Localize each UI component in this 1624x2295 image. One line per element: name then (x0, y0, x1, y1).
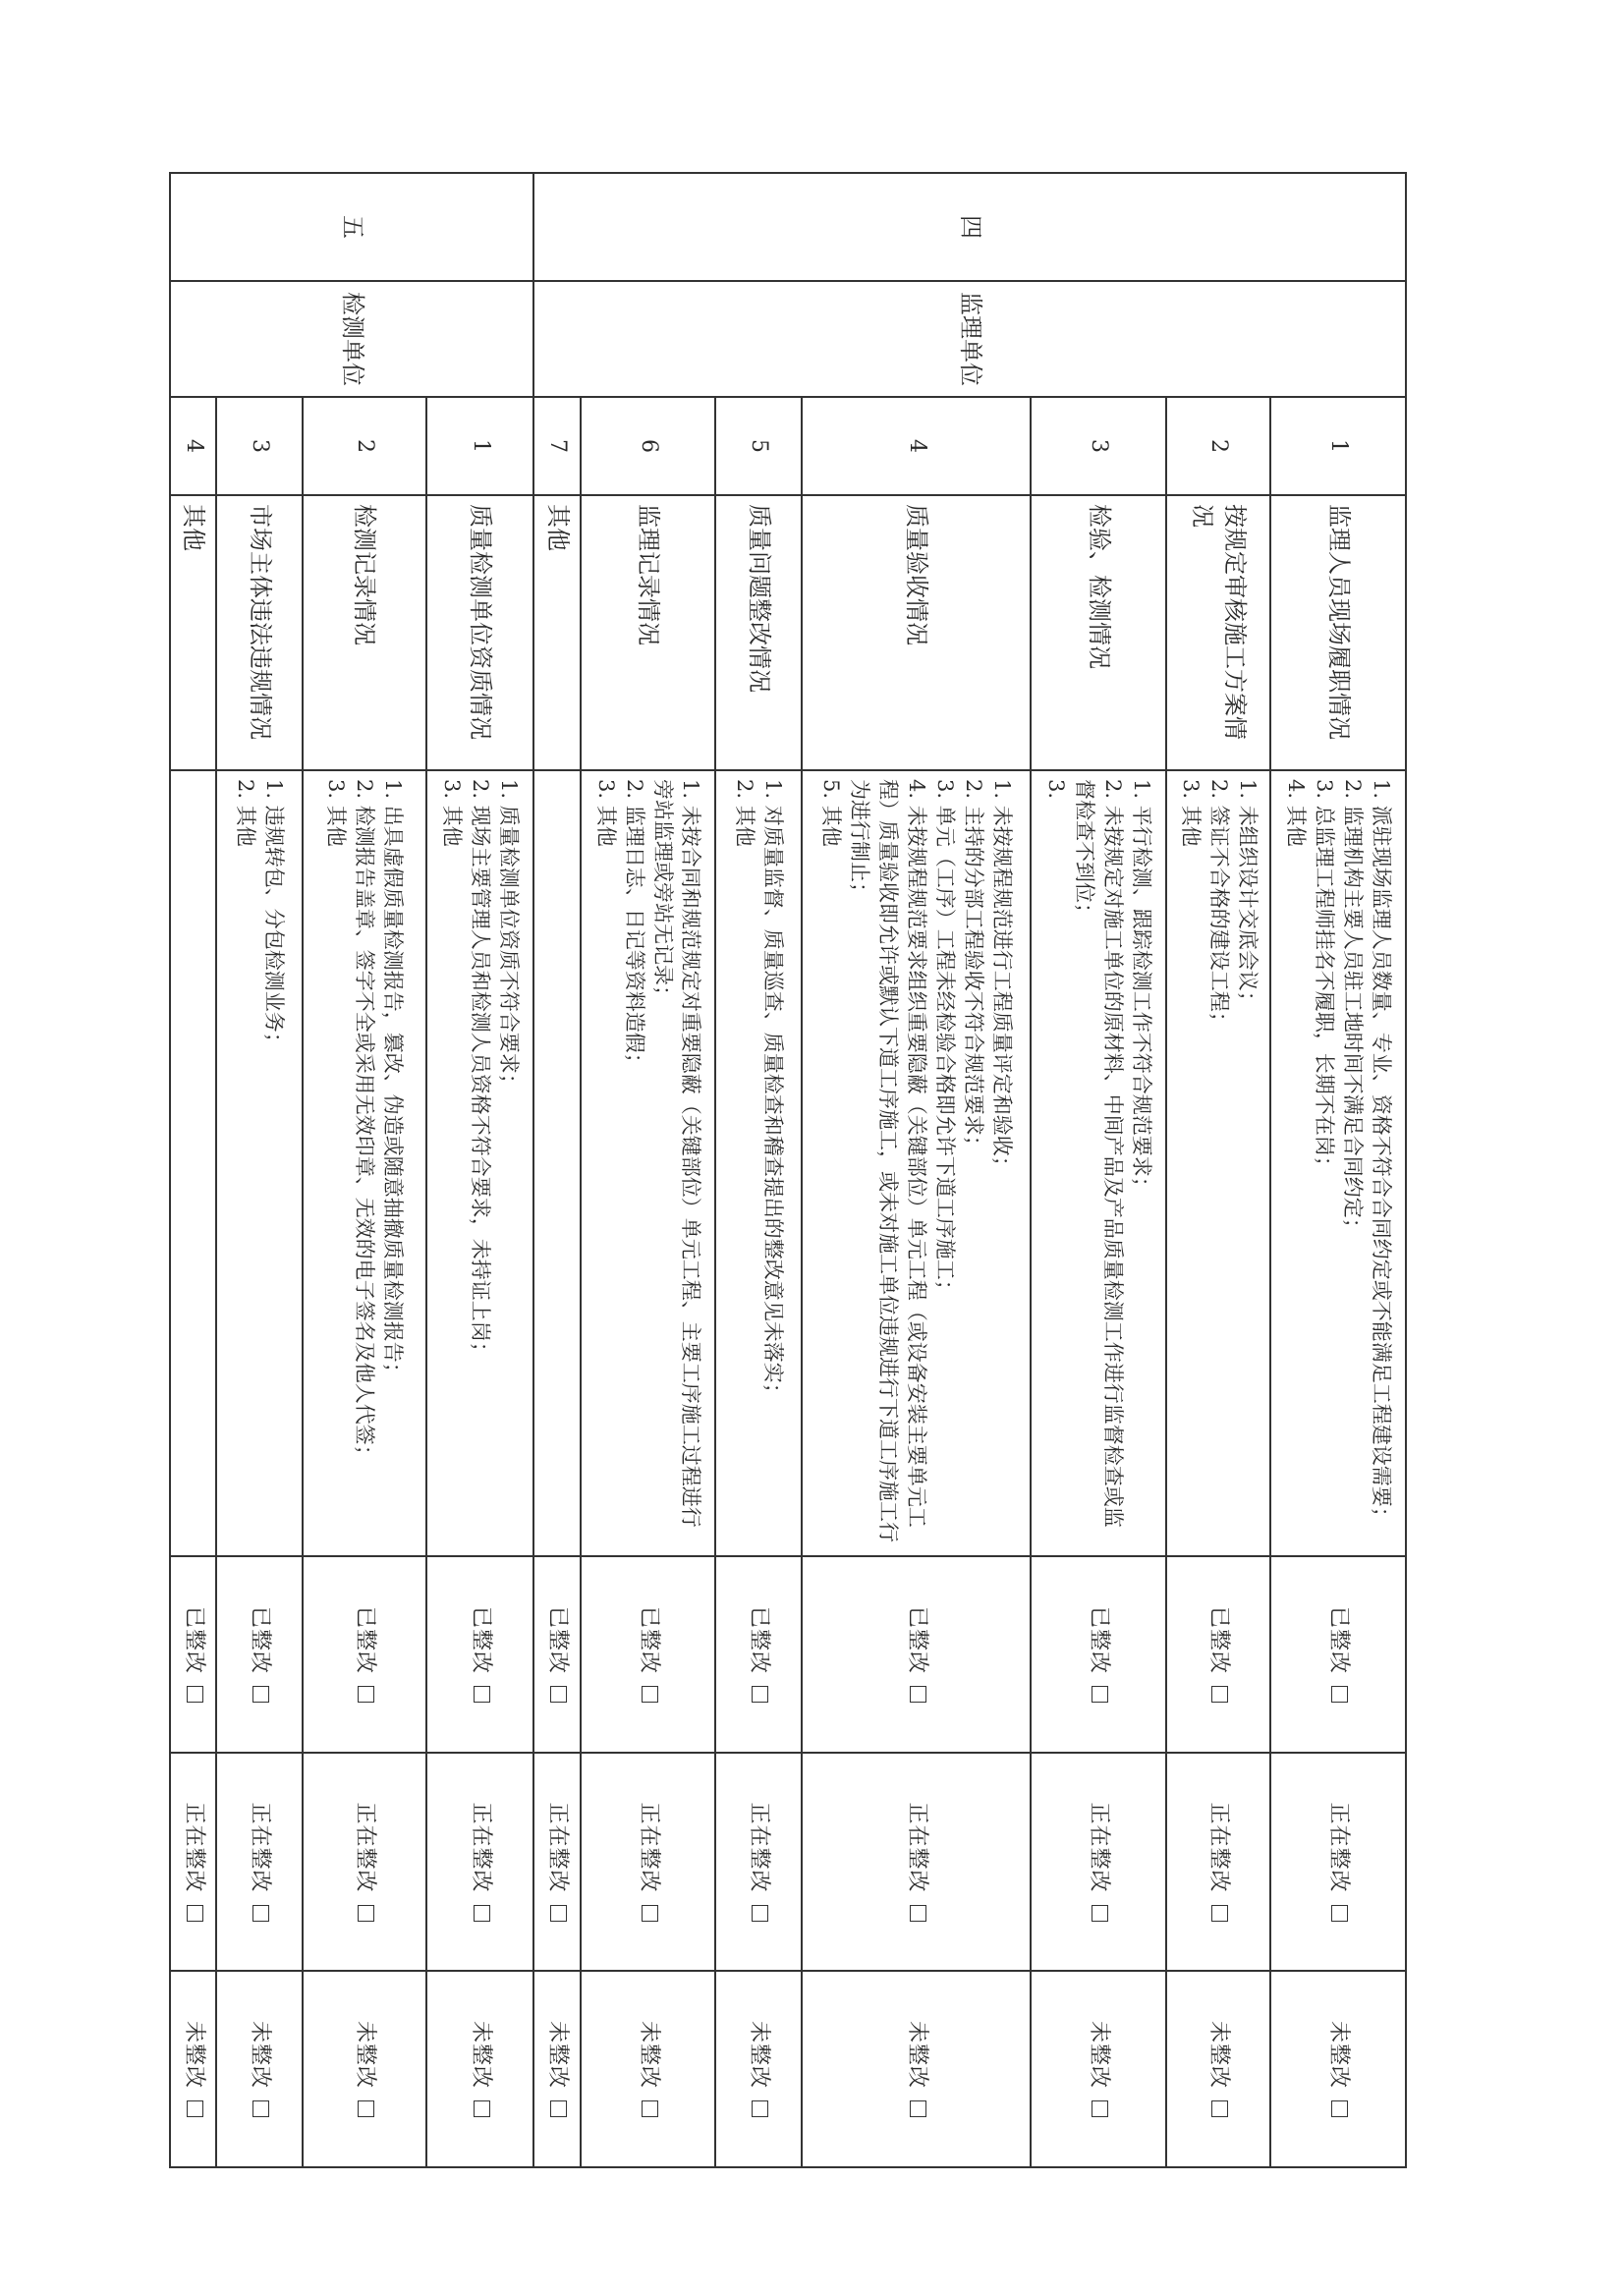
status-rectified[interactable] (1031, 1556, 1166, 1753)
row-details (715, 770, 802, 1556)
status-not-rectified[interactable] (533, 1971, 580, 2167)
row-details (170, 770, 216, 1556)
detail-line: 2. 现场主要管理人员和检测人员资格不符合要求，未持证上岗； (469, 779, 493, 1363)
status-label: 正在整改 (1087, 1802, 1112, 1893)
status-rectified[interactable] (581, 1556, 716, 1753)
row-details (533, 770, 580, 1556)
row-number: 2 (303, 397, 426, 495)
row-details (303, 770, 426, 1556)
row-details (1166, 770, 1270, 1556)
row-item: 质量验收情况 (802, 495, 1031, 770)
detail-line: 1. 对质量监督、质量巡查、质量检查和稽查提出的整改意见未落实； (761, 779, 786, 1404)
status-label: 已整改 (248, 1605, 273, 1674)
status-in-progress[interactable] (303, 1753, 426, 1971)
checkbox-icon[interactable] (910, 1905, 926, 1922)
rotated-table-page (169, 172, 1407, 2166)
detail-line: 3. 总监理工程师挂名不履职，长期不在岗； (1313, 779, 1337, 1177)
checkbox-icon[interactable] (187, 1905, 203, 1922)
checkbox-icon[interactable] (252, 1905, 269, 1922)
checkbox-icon[interactable] (550, 1686, 567, 1703)
checkbox-icon[interactable] (252, 2100, 269, 2117)
status-label: 未整改 (636, 2020, 661, 2089)
checkbox-icon[interactable] (1211, 1905, 1228, 1922)
detail-line: 3. (1044, 779, 1069, 800)
status-label: 已整改 (636, 1605, 661, 1674)
checkbox-icon[interactable] (910, 1686, 926, 1703)
row-item: 检测记录情况 (303, 495, 426, 770)
checkbox-icon[interactable] (187, 2100, 203, 2117)
section-index: 五 (170, 173, 533, 281)
row-item: 质量问题整改情况 (715, 495, 802, 770)
row-item: 监理人员现场履职情况 (1270, 495, 1406, 770)
status-label: 未整改 (181, 2020, 206, 2089)
status-rectified[interactable] (170, 1556, 216, 1753)
status-label: 正在整改 (1206, 1802, 1232, 1893)
detail-line: 1. 平行检测、跟踪检测工作不符合规范要求； (1130, 779, 1154, 1198)
status-in-progress[interactable] (1031, 1753, 1166, 1971)
status-in-progress[interactable] (426, 1753, 534, 1971)
row-number: 4 (802, 397, 1031, 495)
table-row (170, 173, 216, 2167)
row-item: 其他 (170, 495, 216, 770)
status-not-rectified[interactable] (303, 1971, 426, 2167)
status-not-rectified[interactable] (802, 1971, 1031, 2167)
status-rectified[interactable] (1270, 1556, 1406, 1753)
status-label: 已整改 (1087, 1605, 1112, 1674)
detail-line: 1. 未按规程规范进行工程质量评定和验收； (990, 779, 1015, 1177)
table-row (533, 173, 580, 2167)
status-label: 未整改 (468, 2020, 493, 2089)
row-details (802, 770, 1031, 1556)
detail-line: 2. 其他 (733, 779, 757, 847)
detail-line: 3. 其他 (324, 779, 349, 847)
section-index: 四 (533, 173, 1406, 281)
status-label: 已整改 (353, 1605, 378, 1674)
status-label: 正在整改 (1326, 1802, 1352, 1893)
row-number: 2 (1166, 397, 1270, 495)
status-not-rectified[interactable] (1270, 1971, 1406, 2167)
checkbox-icon[interactable] (358, 2100, 374, 2117)
detail-line: 1. 质量检测单位资质不符合要求； (497, 779, 522, 1094)
checkbox-icon[interactable] (474, 1686, 490, 1703)
status-rectified[interactable] (1166, 1556, 1270, 1753)
status-rectified[interactable] (426, 1556, 534, 1753)
status-label: 未整改 (1326, 2020, 1352, 2089)
status-label: 正在整改 (468, 1802, 493, 1893)
row-item: 检验、检测情况 (1031, 495, 1166, 770)
detail-line: 2. 检测报告盖章、签字不全或采用无效印章、无效的电子签名及他人代签； (353, 779, 377, 1466)
checkbox-icon[interactable] (752, 1686, 768, 1703)
status-label: 已整改 (904, 1605, 929, 1674)
detail-line: 2. 监理日志、日记等资料造假； (622, 779, 646, 1074)
detail-line: 2. 未按规定对施工单位的原材料、中间产品及产品质量检测工作进行监督检查或监督检查不到位； (1073, 779, 1126, 1528)
status-rectified[interactable] (303, 1556, 426, 1753)
status-label: 正在整改 (904, 1802, 929, 1893)
detail-line: 3. 其他 (593, 779, 618, 847)
table-body (170, 173, 1406, 2167)
checkbox-icon[interactable] (1092, 2100, 1108, 2117)
checkbox-icon[interactable] (358, 1686, 374, 1703)
detail-line: 1. 派驻现场监理人员数量、专业、资格不符合合同约定或不能满足工程建设需要； (1370, 779, 1394, 1528)
checkbox-icon[interactable] (252, 1686, 269, 1703)
status-label: 正在整改 (181, 1802, 206, 1893)
status-label: 正在整改 (545, 1802, 571, 1893)
status-rectified[interactable] (802, 1556, 1031, 1753)
row-number: 3 (216, 397, 303, 495)
status-label: 未整改 (1206, 2020, 1232, 2089)
row-details (426, 770, 534, 1556)
checkbox-icon[interactable] (910, 2100, 926, 2117)
row-details (1031, 770, 1166, 1556)
detail-line: 2. 主持的分部工程验收不符合规范要求； (962, 779, 986, 1156)
checkbox-icon[interactable] (550, 2100, 567, 2117)
status-in-progress[interactable] (581, 1753, 716, 1971)
row-number: 5 (715, 397, 802, 495)
detail-line: 2. 签证不合格的建设工程； (1206, 779, 1231, 1033)
checkbox-icon[interactable] (550, 1905, 567, 1922)
table-row (1270, 173, 1406, 2167)
checkbox-icon[interactable] (1211, 1686, 1228, 1703)
checkbox-icon[interactable] (187, 1686, 203, 1703)
status-label: 未整改 (353, 2020, 378, 2089)
detail-line: 3. 其他 (440, 779, 465, 847)
status-in-progress[interactable] (1270, 1753, 1406, 1971)
row-item: 监理记录情况 (581, 495, 716, 770)
status-not-rectified[interactable] (1166, 1971, 1270, 2167)
status-not-rectified[interactable] (581, 1971, 716, 2167)
checkbox-icon[interactable] (358, 1905, 374, 1922)
checkbox-icon[interactable] (474, 2100, 490, 2117)
detail-line: 4. 未按规程规范要求组织重要隐蔽（关键部位）单元工程（或设备安装主要单元工程）质量验收即允许或默认下道工序施工，或未对施工单位违规进行下道工序施工行为进行制止； (848, 779, 929, 1542)
detail-line: 1. 未组织设计交底会议； (1235, 779, 1260, 1012)
status-rectified[interactable] (715, 1556, 802, 1753)
checkbox-icon[interactable] (474, 1905, 490, 1922)
detail-line: 1. 违规转包、分包检测业务； (262, 779, 287, 1053)
inspection-table (169, 172, 1407, 2168)
row-item: 市场主体违法违规情况 (216, 495, 303, 770)
checkbox-icon[interactable] (1331, 1905, 1348, 1922)
status-label: 未整改 (904, 2020, 929, 2089)
checkbox-icon[interactable] (1331, 2100, 1348, 2117)
table-row (581, 173, 716, 2167)
section-unit: 检测单位 (170, 281, 533, 397)
row-item: 其他 (533, 495, 580, 770)
row-details (216, 770, 303, 1556)
table-row (715, 173, 802, 2167)
status-label: 未整改 (545, 2020, 571, 2089)
status-not-rectified[interactable] (426, 1971, 534, 2167)
detail-line: 5. 其他 (819, 779, 844, 847)
status-in-progress[interactable] (533, 1753, 580, 1971)
row-number: 6 (581, 397, 716, 495)
status-in-progress[interactable] (1166, 1753, 1270, 1971)
row-number: 4 (170, 397, 216, 495)
status-label: 已整改 (468, 1605, 493, 1674)
checkbox-icon[interactable] (752, 2100, 768, 2117)
status-label: 正在整改 (248, 1802, 273, 1893)
status-rectified[interactable] (533, 1556, 580, 1753)
table-row (802, 173, 1031, 2167)
status-in-progress[interactable] (216, 1753, 303, 1971)
detail-line: 1. 未按合同和规范规定对重要隐蔽（关键部位）单元工程、主要工序施工过程进行旁站监理或旁站无记录； (650, 779, 703, 1528)
status-not-rectified[interactable] (170, 1971, 216, 2167)
row-number: 1 (1270, 397, 1406, 495)
checkbox-icon[interactable] (642, 2100, 658, 2117)
status-label: 正在整改 (636, 1802, 661, 1893)
checkbox-icon[interactable] (1211, 2100, 1228, 2117)
detail-line: 3. 其他 (1178, 779, 1203, 847)
status-label: 未整改 (248, 2020, 273, 2089)
row-number: 3 (1031, 397, 1166, 495)
detail-line: 2. 监理机构主要人员驻工地时间不满足合同约定； (1341, 779, 1366, 1239)
row-item: 质量检测单位资质情况 (426, 495, 534, 770)
row-number: 1 (426, 397, 534, 495)
checkbox-icon[interactable] (642, 1686, 658, 1703)
status-not-rectified[interactable] (216, 1971, 303, 2167)
status-rectified[interactable] (216, 1556, 303, 1753)
status-label: 已整改 (181, 1605, 206, 1674)
status-label: 已整改 (1326, 1605, 1352, 1674)
row-number: 7 (533, 397, 580, 495)
checkbox-icon[interactable] (1331, 1686, 1348, 1703)
checkbox-icon[interactable] (752, 1905, 768, 1922)
status-label: 未整改 (747, 2020, 772, 2089)
status-not-rectified[interactable] (715, 1971, 802, 2167)
status-label: 未整改 (1087, 2020, 1112, 2089)
status-label: 正在整改 (353, 1802, 378, 1893)
table-row (426, 173, 534, 2167)
detail-line: 3. 单元（工序）工程未经检验合格即允许下道工序施工； (933, 779, 958, 1301)
detail-line: 1. 出具虚假质量检测报告，篡改、伪造或随意抽撤质量检测报告； (381, 779, 406, 1383)
detail-line: 2. 其他 (234, 779, 258, 847)
status-in-progress[interactable] (170, 1753, 216, 1971)
table-row (1166, 173, 1270, 2167)
table-row (216, 173, 303, 2167)
checkbox-icon[interactable] (1092, 1686, 1108, 1703)
table-row (303, 173, 426, 2167)
row-details (581, 770, 716, 1556)
status-in-progress[interactable] (802, 1753, 1031, 1971)
status-in-progress[interactable] (715, 1753, 802, 1971)
status-label: 正在整改 (747, 1802, 772, 1893)
checkbox-icon[interactable] (642, 1905, 658, 1922)
detail-line: 4. 其他 (1284, 779, 1309, 847)
table-row (1031, 173, 1166, 2167)
section-unit: 监理单位 (533, 281, 1406, 397)
status-label: 已整改 (747, 1605, 772, 1674)
status-label: 已整改 (545, 1605, 571, 1674)
row-item: 按规定审核施工方案情况 (1166, 495, 1270, 770)
status-label: 已整改 (1206, 1605, 1232, 1674)
row-details (1270, 770, 1406, 1556)
checkbox-icon[interactable] (1092, 1905, 1108, 1922)
status-not-rectified[interactable] (1031, 1971, 1166, 2167)
